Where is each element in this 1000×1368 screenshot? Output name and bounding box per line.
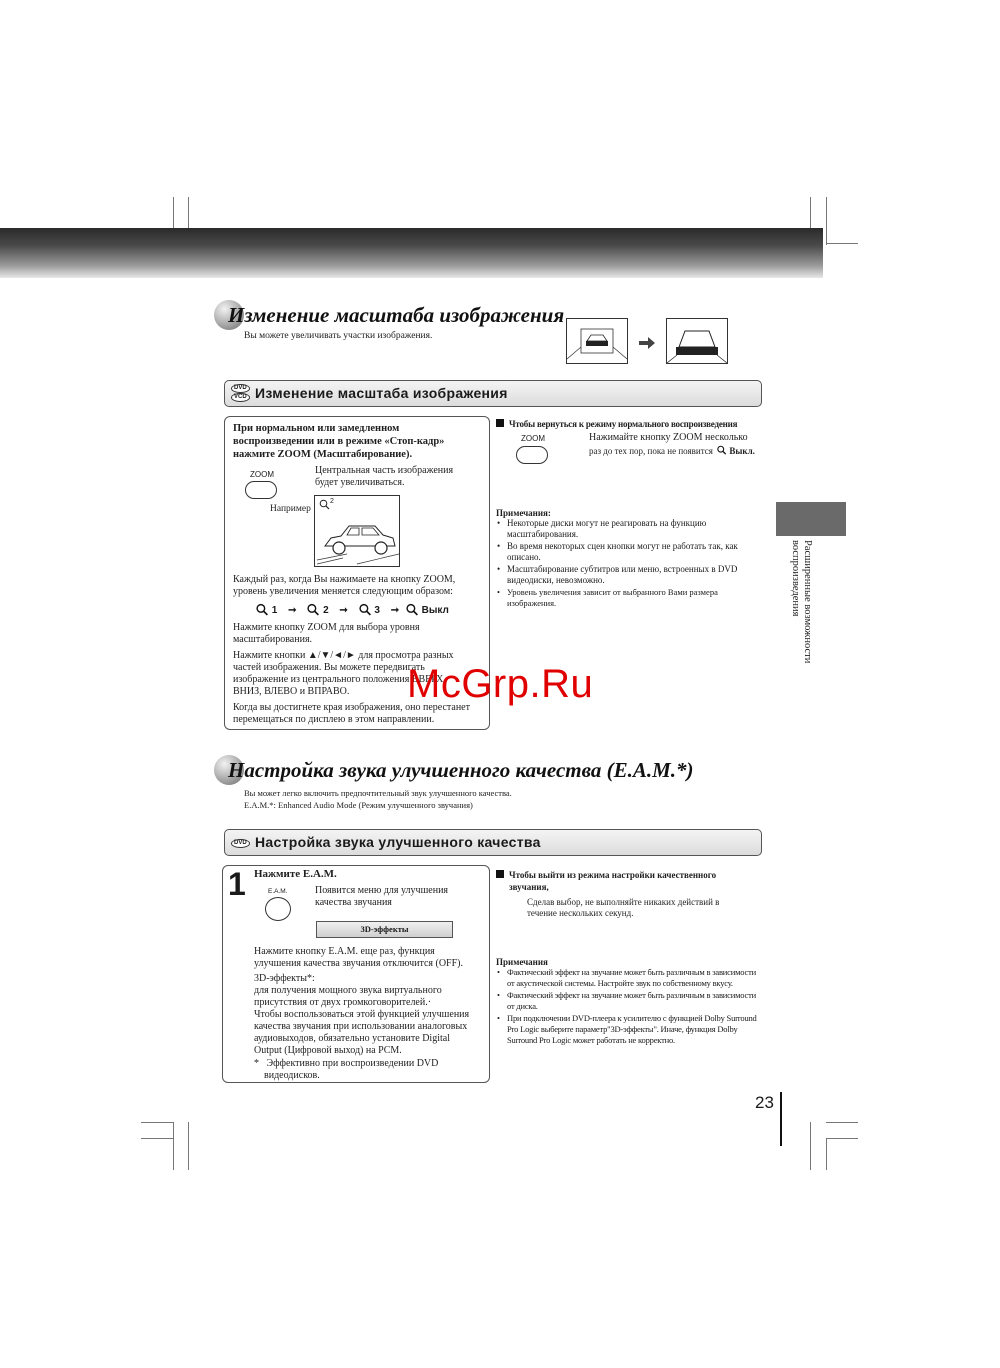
zoom-button[interactable] bbox=[516, 446, 548, 464]
effects-desc: Output (Цифровой выход) на PCM. bbox=[254, 1045, 402, 1056]
arrow-right-icon: ➞ bbox=[288, 605, 297, 616]
zoom-press-text: масштабирования. bbox=[233, 634, 313, 645]
side-tab-line: Расширенные возможности bbox=[802, 540, 813, 664]
watermark: McGrp.Ru bbox=[407, 662, 594, 706]
magnifier-icon bbox=[359, 603, 372, 616]
page-number-rule bbox=[780, 1092, 782, 1146]
zoom-button-label: ZOOM bbox=[521, 434, 545, 443]
example-picture bbox=[314, 495, 400, 567]
return-heading-text: Чтобы вернуться к режиму нормального воспроизведения bbox=[509, 419, 738, 429]
crop-mark bbox=[188, 1122, 189, 1170]
exit-text: Сделав выбор, не выполняйте никаких действий в bbox=[527, 897, 720, 907]
return-heading bbox=[496, 418, 737, 430]
eam-menu-text: качества звучания bbox=[315, 897, 392, 908]
effects-desc: Чтобы воспользоваться этой функцией улучшения bbox=[254, 1009, 470, 1020]
side-tab-label bbox=[789, 540, 813, 663]
zoom-level-1: 1 bbox=[271, 605, 278, 616]
magnifier-icon bbox=[256, 603, 269, 616]
example-zoom-level: 2 bbox=[330, 498, 334, 505]
crop-mark bbox=[826, 1122, 858, 1123]
note-item: • Во время некоторых сцен кнопки могут не работать так, как описано. bbox=[497, 541, 759, 563]
side-tab bbox=[776, 502, 846, 536]
section-intro-eam: Вы может легко включить предпочтительный звук улучшенного качества. bbox=[244, 788, 512, 798]
3d-effects-menu-button[interactable]: 3D-эффекты bbox=[316, 921, 453, 938]
magnifier-icon bbox=[406, 603, 419, 616]
crop-mark bbox=[826, 1138, 827, 1170]
section-intro-zoom: Вы можете увеличивать участки изображения. bbox=[244, 331, 433, 341]
subsection-bar-eam bbox=[224, 829, 762, 856]
zoom-instruction: При нормальном или замедленном bbox=[233, 423, 400, 434]
magnifier-icon bbox=[307, 603, 320, 616]
zoom-button-label: ZOOM bbox=[250, 470, 274, 479]
eam-button-label: E.A.M. bbox=[268, 888, 288, 895]
effects-desc: для получения мощного звука виртуального bbox=[254, 985, 442, 996]
section-intro-eam: E.A.M.*: Enhanced Audio Mode (Режим улучшенного звучания) bbox=[244, 800, 473, 810]
arrow-right-icon: ➞ bbox=[390, 605, 400, 616]
effects-desc: аудиовыходов, обязательно установите Digital bbox=[254, 1033, 450, 1044]
step-number: 1 bbox=[228, 866, 246, 902]
crop-mark bbox=[826, 243, 858, 244]
disc-badge-dvd: DVD bbox=[231, 384, 250, 393]
zoom-button[interactable] bbox=[245, 481, 277, 499]
note-item: • При подключении DVD-плеера к усилителю с функцией Dolby Surround Pro Logic выберите параметр"3D-эффекты". Иначе, функция Dolby Surround Pro Logic может работать не корректно. bbox=[497, 1013, 761, 1046]
exit-heading: звучания, bbox=[509, 882, 549, 892]
car-large-icon bbox=[667, 319, 727, 363]
crop-mark bbox=[173, 1122, 174, 1170]
crop-mark bbox=[826, 197, 827, 245]
magnifier-icon bbox=[717, 445, 727, 455]
note-item: • Фактический эффект на звучание может быть различным в зависимости от акустической системы. Настройте звук по собственному вкусу. bbox=[497, 967, 761, 989]
note-item: • Некоторые диски могут не реагировать на функцию масштабирования. bbox=[497, 518, 759, 540]
zoom-instruction: воспроизведении или в режиме «Стоп-кадр» bbox=[233, 436, 445, 447]
return-text: Нажимайте кнопку ZOOM несколько bbox=[589, 432, 748, 443]
exit-text: течение нескольких секунд. bbox=[527, 908, 634, 918]
footnote: видеодисков. bbox=[264, 1070, 320, 1081]
exit-heading bbox=[496, 869, 716, 881]
note-item: • Фактический эффект на звучание может быть различным в зависимости от диска. bbox=[497, 990, 761, 1012]
crop-mark bbox=[826, 1138, 858, 1139]
crop-mark bbox=[141, 1122, 173, 1123]
section-title-zoom: Изменение масштаба изображения bbox=[228, 303, 565, 327]
zoom-center-text: Центральная часть изображения bbox=[315, 465, 454, 476]
side-tab-line: воспроизведения bbox=[790, 540, 801, 617]
effects-desc: присутствия от двух громкоговорителей.· bbox=[254, 997, 432, 1008]
eam-button[interactable] bbox=[265, 897, 291, 921]
section-title-eam: Настройка звука улучшенного качества (E.A.M.*) bbox=[228, 758, 694, 782]
zoom-center-text: будет увеличиваться. bbox=[315, 477, 405, 488]
zoom-edge-text: Когда вы достигнете края изображения, оно перестанет bbox=[233, 702, 470, 713]
disc-badge-dvd: DVD bbox=[231, 839, 250, 848]
zoom-level-sequence bbox=[256, 603, 449, 616]
zoom-each-time-text: уровень увеличения меняется следующим образом: bbox=[233, 586, 453, 597]
square-bullet-icon bbox=[496, 870, 504, 878]
zoom-level-3: 3 bbox=[374, 605, 380, 616]
car-illustration-icon bbox=[317, 508, 399, 566]
note-item: • Масштабирование субтитров или меню, встроенных в DVD видеодиски, невозможно. bbox=[497, 564, 759, 586]
header-band bbox=[0, 228, 823, 278]
zoom-arrows-text: частей изображения. Вы можете передвигать bbox=[233, 662, 425, 673]
zoom-edge-text: перемещаться по дисплею в этом направлении. bbox=[233, 714, 435, 725]
disc-badge-vcd: VCD bbox=[231, 393, 250, 402]
eam-again-text: Нажмите кнопку E.A.M. еще раз, функция bbox=[254, 946, 435, 957]
arrow-right-icon: ➞ bbox=[339, 605, 348, 616]
return-text-off: Выкл. bbox=[729, 446, 755, 456]
zoom-level-off: Выкл bbox=[421, 605, 449, 616]
zoom-each-time-text: Каждый раз, когда Вы нажимаете на кнопку ZOOM, bbox=[233, 574, 456, 585]
subsection-title-zoom: Изменение масштаба изображения bbox=[255, 385, 508, 401]
eam-notes-list bbox=[497, 967, 761, 1047]
normal-picture-thumbnail bbox=[566, 318, 628, 364]
eam-notes-heading: Примечания bbox=[496, 957, 548, 967]
eam-again-text: улучшения качества звучания отключится (OFF). bbox=[254, 958, 464, 969]
return-text-part: раз до тех пор, пока не появится bbox=[589, 446, 713, 456]
zoom-instruction: нажмите ZOOM (Масштабирование). bbox=[233, 449, 413, 460]
eam-menu-text: Появится меню для улучшения bbox=[315, 885, 449, 896]
zoom-press-text: Нажмите кнопку ZOOM для выбора уровня bbox=[233, 622, 420, 633]
example-label: Например bbox=[270, 504, 311, 514]
effects-desc: качества звучания при использовании аналоговых bbox=[254, 1021, 468, 1032]
page-number: 23 bbox=[755, 1093, 774, 1112]
zoom-notes-heading: Примечания: bbox=[496, 508, 551, 518]
subsection-title-eam: Настройка звука улучшенного качества bbox=[255, 834, 541, 850]
car-small-icon bbox=[567, 319, 627, 363]
exit-heading-text: Чтобы выйти из режима настройки качественного bbox=[509, 870, 717, 880]
step-title: Нажмите E.A.M. bbox=[254, 868, 337, 880]
effects-label: 3D-эффекты*: bbox=[254, 973, 315, 984]
arrow-right-icon bbox=[639, 336, 655, 354]
zoom-arrows-text: Нажмите кнопки ▲/▼/◄/► для просмотра разных bbox=[233, 650, 454, 661]
zoom-arrows-text: ВНИЗ, ВЛЕВО и ВПРАВО. bbox=[233, 686, 350, 697]
note-item: • Уровень увеличения зависит от выбранного Вами размера изображения. bbox=[497, 587, 759, 609]
zoomed-picture-thumbnail bbox=[666, 318, 728, 364]
return-text bbox=[589, 445, 755, 457]
crop-mark bbox=[141, 1138, 173, 1139]
footnote: * Эффективно при воспроизведении DVD bbox=[254, 1058, 439, 1069]
square-bullet-icon bbox=[496, 419, 504, 427]
zoom-level-2: 2 bbox=[323, 605, 329, 616]
subsection-bar-zoom bbox=[224, 380, 762, 407]
crop-mark bbox=[810, 1122, 811, 1170]
zoom-notes-list bbox=[497, 518, 759, 610]
zoom-arrows-text: изображение из центрального положения ВВЕРХ, bbox=[233, 674, 446, 685]
